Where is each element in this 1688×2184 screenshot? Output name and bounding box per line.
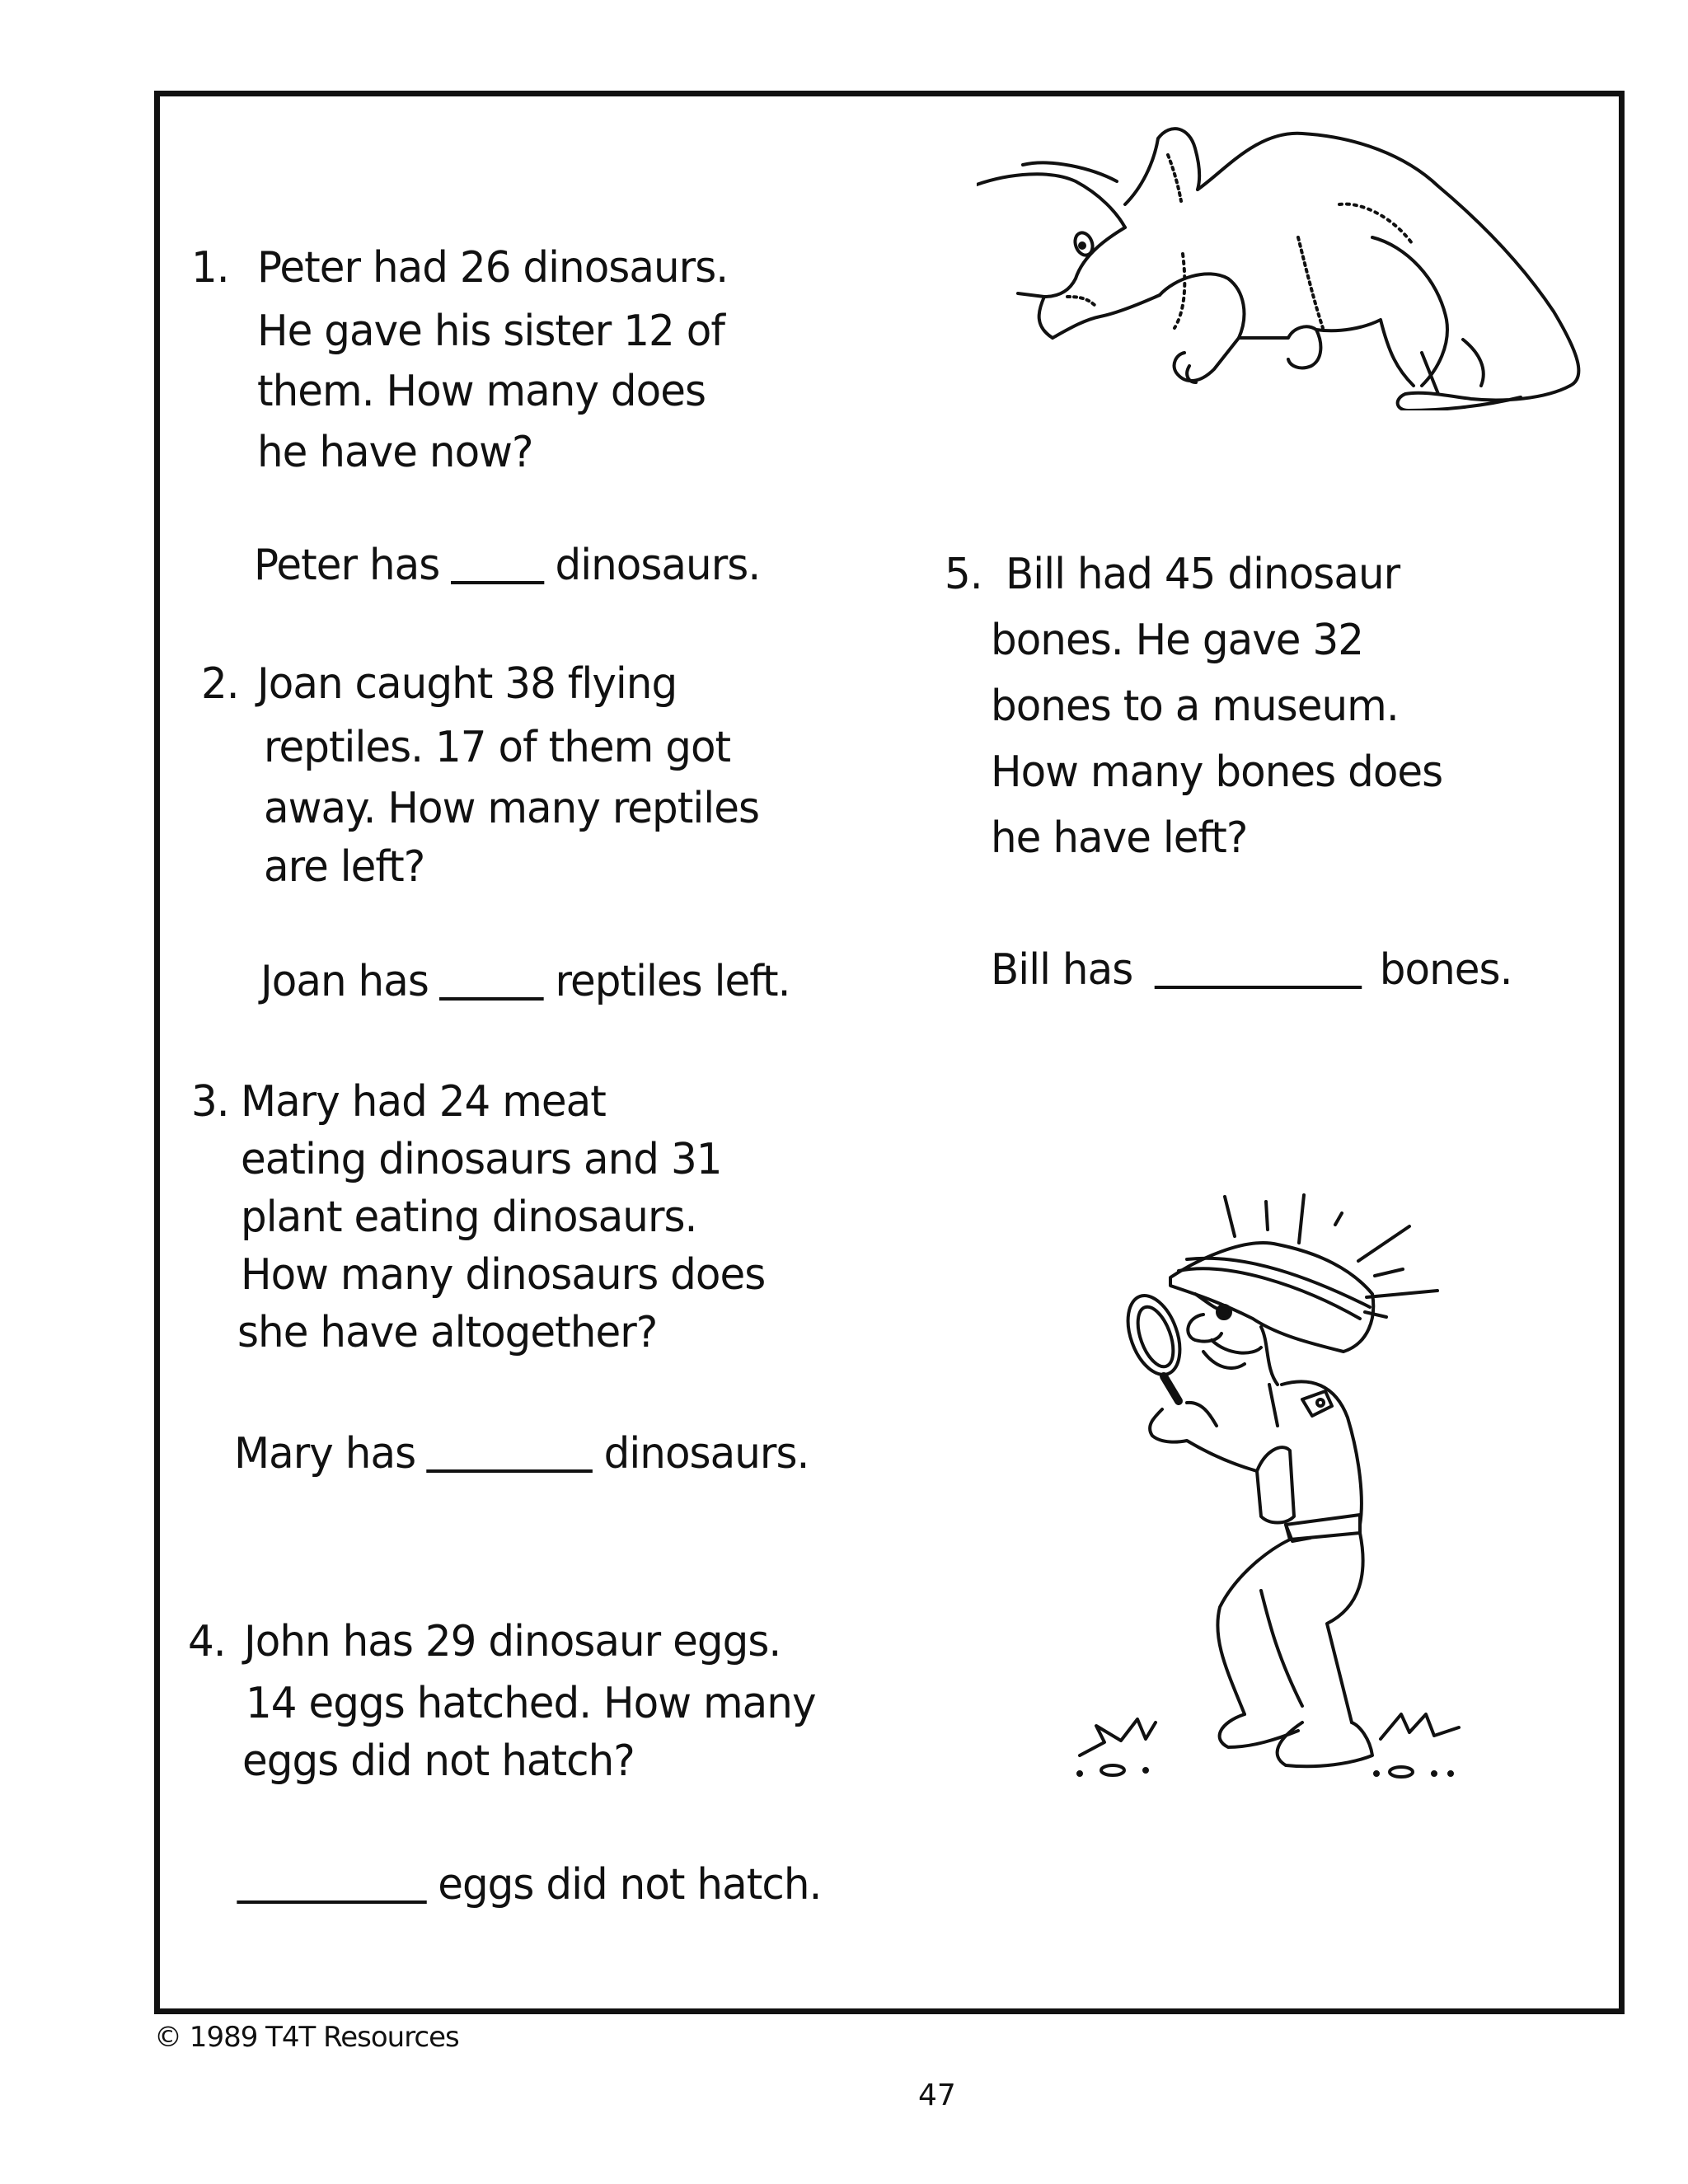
problem-text-line: reptiles. 17 of them got — [264, 723, 731, 772]
problem-text-line: bones to a museum. — [991, 682, 1399, 731]
problem-text-line: John has 29 dinosaur eggs. — [244, 1617, 781, 1666]
answer-blank[interactable] — [237, 1858, 426, 1904]
problem-text-line: she have altogether? — [237, 1308, 658, 1357]
problem-text-line: He gave his sister 12 of — [257, 307, 724, 356]
answer-sentence — [260, 949, 790, 1013]
problem-number: 3. — [191, 1077, 229, 1127]
problem-number: 5. — [945, 550, 982, 599]
problem-text-line: Bill had 45 dinosaur — [1006, 550, 1400, 599]
problem-number: 2. — [201, 659, 239, 709]
problem-text-line: Joan caught 38 flying — [257, 659, 678, 709]
problem-text-line: away. How many reptiles — [264, 784, 760, 833]
page-number: 47 — [918, 2079, 956, 2112]
answer-prefix: Mary has — [234, 1429, 416, 1479]
problem-text-line: How many dinosaurs does — [241, 1250, 766, 1300]
explorer-magnifying-glass-icon — [1063, 1179, 1492, 1821]
answer-suffix: dinosaurs. — [555, 541, 761, 590]
answer-suffix: bones. — [1379, 945, 1512, 995]
answer-prefix: Peter has — [254, 541, 440, 590]
answer-sentence — [254, 533, 760, 597]
answer-blank[interactable] — [451, 538, 544, 584]
problem-text-line: plant eating dinosaurs. — [241, 1193, 697, 1242]
answer-suffix: eggs did not hatch. — [438, 1860, 822, 1910]
problem-number: 1. — [191, 243, 229, 293]
answer-sentence — [991, 938, 1512, 1001]
answer-sentence — [224, 1853, 821, 1916]
answer-blank[interactable] — [427, 1427, 593, 1473]
answer-suffix: dinosaurs. — [603, 1429, 809, 1479]
answer-suffix: reptiles left. — [555, 957, 790, 1006]
problem-text-line: How many bones does — [991, 748, 1443, 797]
answer-blank[interactable] — [1155, 943, 1362, 989]
problem-text-line: them. How many does — [257, 367, 706, 416]
problem-text-line: Mary had 24 meat — [241, 1077, 606, 1127]
triceratops-icon — [977, 122, 1611, 410]
problem-text-line: bones. He gave 32 — [991, 616, 1364, 665]
answer-prefix: Joan has — [260, 957, 429, 1006]
problem-text-line: Peter had 26 dinosaurs. — [257, 243, 729, 293]
problem-text-line: eating dinosaurs and 31 — [241, 1135, 722, 1184]
problem-text-line: he have left? — [991, 813, 1248, 863]
problem-text-line: are left? — [264, 842, 425, 892]
problem-text-line: he have now? — [257, 428, 533, 477]
copyright-notice: © 1989 T4T Resources — [154, 2021, 459, 2054]
problem-number: 4. — [188, 1617, 226, 1666]
problem-text-line: 14 eggs hatched. How many — [246, 1679, 816, 1728]
answer-blank[interactable] — [439, 954, 544, 1001]
problem-text-line: eggs did not hatch? — [242, 1736, 635, 1786]
answer-prefix: Bill has — [991, 945, 1133, 995]
answer-sentence — [234, 1422, 809, 1485]
